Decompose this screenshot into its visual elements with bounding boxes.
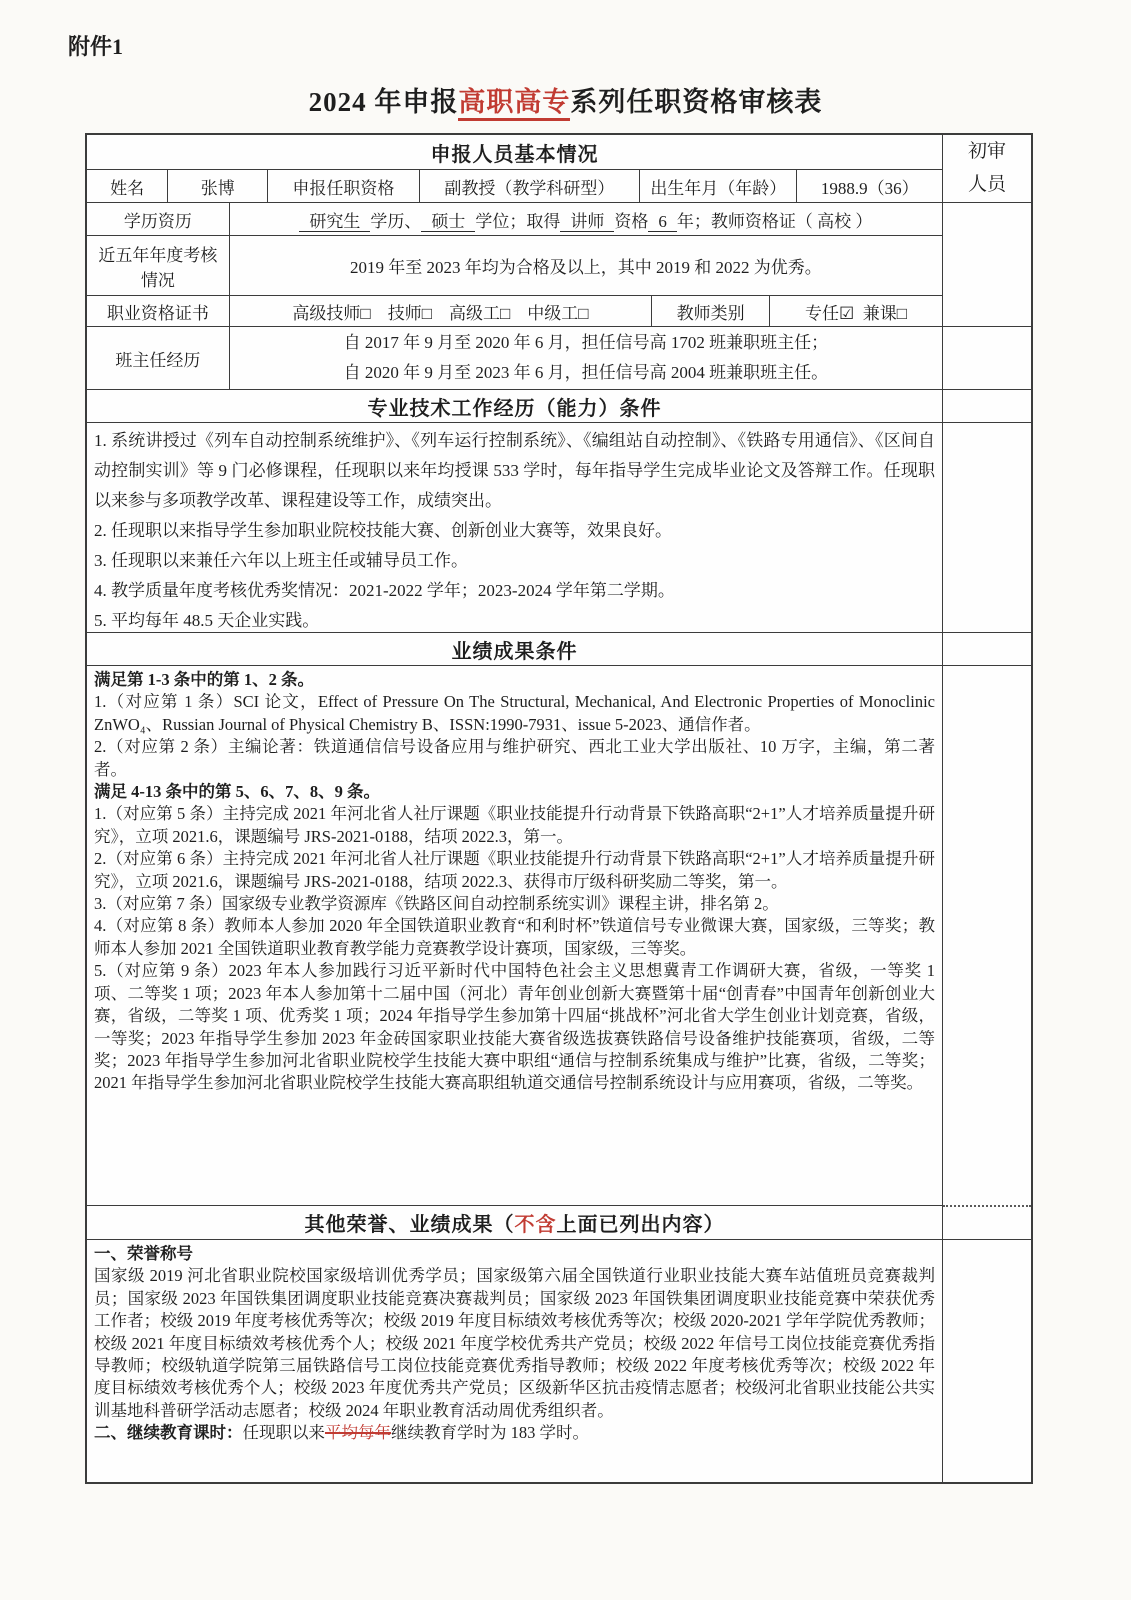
birth-label: 出生年月（年龄） — [640, 170, 797, 202]
section-header-other-post: 上面已列出内容） — [556, 1214, 725, 1236]
continuing-education-label: 二、继续教育课时： — [94, 1423, 243, 1443]
review-form-table — [85, 133, 1033, 1484]
reviewer-empty-cell — [943, 665, 1031, 1205]
reviewer-empty-cell — [943, 326, 1031, 389]
apply-qualification-value: 副教授（教学科研型） — [420, 170, 641, 202]
reviewer-empty-cell — [943, 422, 1031, 632]
education-degree: 硕士 — [421, 212, 475, 232]
education-label: 学历资历 — [87, 203, 230, 235]
section-header-basic-info — [87, 135, 942, 169]
reviewer-header-cell — [943, 135, 1031, 202]
education-years: 6 — [648, 212, 677, 232]
section-header-other-red: 不含 — [514, 1214, 557, 1236]
row-head-teacher — [87, 326, 942, 389]
form-main-column — [87, 135, 942, 1482]
performance-content — [87, 665, 942, 1205]
other-content — [87, 1239, 942, 1482]
section-header-professional — [87, 389, 942, 422]
head-teacher-line-2: 自 2020 年 9 月至 2023 年 6 月，担任信号高 2004 班兼职班主任。 — [343, 363, 829, 382]
page-title-suffix: 系列任职资格审核表 — [570, 87, 823, 117]
reviewer-empty-cell-dotted-top — [943, 1205, 1031, 1239]
teacher-type-label: 教师类别 — [652, 296, 770, 326]
reviewer-empty-cell — [943, 202, 1031, 326]
appraisal-label: 近五年年度考核情况 — [87, 236, 230, 295]
name-label: 姓名 — [87, 170, 168, 202]
head-teacher-value — [230, 327, 942, 389]
performance-item: 2.（对应第 6 条）主持完成 2021 年河北省人社厅课题《职业技能提升行动背景下铁路高职“2+1”人才培养质量提升研究》，立项 2021.6，课题编号 JRS-2021-0188，结项 2022.3、获得市厅级科研奖励二等奖，第一。 — [94, 849, 935, 891]
reviewer-empty-cell — [943, 389, 1031, 422]
performance-lead-1: 满足第 1-3 条中的第 1、2 条。 — [94, 670, 314, 689]
honor-title: 一、荣誉称号 — [94, 1244, 193, 1263]
continuing-education-struck-text: 平均每年 — [325, 1423, 391, 1443]
appraisal-value: 2019 年至 2023 年均为合格及以上，其中 2019 和 2022 为优秀。 — [350, 258, 822, 277]
page-title-prefix: 2024 年申报 — [308, 87, 459, 117]
reviewer-column — [942, 135, 1031, 1482]
head-teacher-label: 班主任经历 — [87, 327, 230, 389]
row-education — [87, 202, 942, 235]
professional-certificate-checkboxes: 高级技师□ 技师□ 高级工□ 中级工□ — [230, 296, 652, 326]
apply-qualification-label: 申报任职资格 — [268, 170, 419, 202]
performance-item: 5.（对应第 9 条）2023 年本人参加践行习近平新时代中国特色社会主义思想冀青工作调研大赛，省级，一等奖 1 项、二等奖 1 项；2023 年本人参加第十二届中国（河北）青年创业创新大赛暨第十届“创青春”中国青年创新创业大赛，省级，二等奖 1 项、优秀奖 1 项；2024 年指导学生参加第十四届“挑战杯”河北省大学生创业计划竞赛，省级，一等奖；2023 年指导学生参加 2023 年金砖国家职业技能大赛省级选拔赛铁路信号设备维护技能赛项，省级，二等奖；2023 年指导学生参加河北省职业院校学生技能大赛中职组“通信与控制系统集成与维护”比赛，省级，二等奖；2021 年指导学生参加河北省职业院校学生技能大赛高职组轨道交通信号控制系统设计与应用赛项，省级，二等奖。 — [94, 961, 935, 1093]
performance-item: 2.（对应第 2 条）主编论著：铁道通信信号设备应用与维护研究、西北工业大学出版社、10 万字，主编，第二著者。 — [94, 737, 935, 779]
name-value: 张博 — [168, 170, 268, 202]
page-title — [0, 80, 1131, 119]
education-degree-type: 研究生 — [299, 212, 370, 232]
row-appraisal — [87, 235, 942, 295]
performance-lead-2: 满足 4-13 条中的第 5、6、7、8、9 条。 — [94, 782, 380, 802]
row-professional-certificate — [87, 295, 942, 326]
professional-item: 3. 任现职以来兼任六年以上班主任或辅导员工作。 — [94, 551, 468, 570]
section-header-other — [87, 1205, 942, 1239]
head-teacher-line-1: 自 2017 年 9 月至 2020 年 6 月，担任信号高 1702 班兼职班主任； — [343, 333, 829, 352]
honor-list: 国家级 2019 河北省职业院校国家级培训优秀学员；国家级第六届全国铁道行业职业技能大赛车站值班员竞赛裁判员；国家级 2023 年国铁集团调度职业技能竞赛决赛裁判员；国家级 2023 年国铁集团调度职业技能竞赛中荣获优秀工作者；校级 2019 年度考核优秀等次；校级 2019 年度目标绩效考核优秀等次；校级 2020-2021 学年学院优秀教师；校级 2021 年度目标绩效考核优秀个人；校级 2021 年度学校优秀共产党员；校级 2022 年信号工岗位技能竞赛优秀指导教师；校级轨道学院第三届铁路信号工岗位技能竞赛优秀指导教师；校级 2022 年度考核优秀等次；校级 2022 年度目标绩效考核优秀个人；校级 2023 年度优秀共产党员；区级新华区抗击疫情志愿者；校级河北省职业技能公共实训基地科普研学活动志愿者；校级 2024 年职业教育活动周优秀组织者。 — [94, 1266, 936, 1420]
performance-item: 3.（对应第 7 条）国家级专业教学资源库《铁路区间自动控制系统实训》课程主讲，排名第 2。 — [94, 894, 779, 914]
professional-content — [87, 422, 942, 632]
section-header-performance-label: 业绩成果条件 — [451, 640, 578, 663]
professional-item: 5. 平均每年 48.5 天企业实践。 — [94, 611, 320, 630]
birth-value: 1988.9（36） — [820, 178, 919, 198]
performance-item: 1.（对应第 5 条）主持完成 2021 年河北省人社厅课题《职业技能提升行动背景下铁路高职“2+1”人才培养质量提升研究》，立项 2021.6，课题编号 JRS-2021-0188，结项 2022.3，第一。 — [94, 804, 935, 846]
professional-item: 4. 教学质量年度考核优秀奖情况：2021-2022 学年；2023-2024 学年第二学期。 — [94, 581, 675, 600]
performance-item: 1.（对应第 1 条）SCI 论文，Effect of Pressure On The Structural, Mechanical, And Electronic Properties of Monoclinic ZnWO₄、Russian Journal of Physical Chemistry B、ISSN:1990-7931、issue 5-2023、通信作者。 — [94, 692, 935, 734]
reviewer-empty-cell — [943, 1239, 1031, 1482]
professional-item: 2. 任现职以来指导学生参加职业院校技能大赛、创新创业大赛等，效果良好。 — [94, 521, 672, 540]
education-value: 研究生 学历、 硕士 学位；取得 讲师 资格 6 年；教师资格证（ 高校 ） — [230, 203, 942, 235]
section-header-basic-info-label: 申报人员基本情况 — [430, 143, 599, 166]
reviewer-header-label: 初审人员 — [967, 141, 1006, 195]
professional-item: 1. 系统讲授过《列车自动控制系统维护》、《列车运行控制系统》、《编组站自动控制》、《铁路专用通信》、《区间自动控制实训》等 9 门必修课程，任现职以来年均授课 533 学时，每年指导学生完成毕业论文及答辩工作。任现职以来参与多项教学改革、课程建设等工作，成绩突出。 — [94, 431, 935, 510]
section-header-other-pre: 其他荣誉、业绩成果（ — [304, 1214, 515, 1236]
page-title-highlight: 高职高专 — [458, 87, 570, 121]
teacher-type-checkboxes: 专任☑ 兼课□ — [805, 303, 908, 323]
professional-certificate-label: 职业资格证书 — [87, 296, 230, 326]
attachment-label: 附件1 — [68, 34, 124, 59]
section-header-performance — [87, 632, 942, 665]
reviewer-empty-cell — [943, 632, 1031, 665]
continuing-education-line: 二、继续教育课时：任现职以来平均每年继续教育学时为 183 学时。 — [94, 1423, 589, 1443]
section-header-professional-label: 专业技术工作经历（能力）条件 — [367, 397, 662, 420]
education-current-title: 讲师 — [560, 212, 614, 232]
performance-item: 4.（对应第 8 条）教师本人参加 2020 年全国铁道职业教育“和利时杯”铁道信号专业微课大赛，国家级，三等奖；教师本人参加 2021 全国铁道职业教育教学能力竞赛教学设计赛项，国家级，三等奖。 — [94, 916, 935, 958]
row-name-title-birth — [87, 169, 942, 202]
